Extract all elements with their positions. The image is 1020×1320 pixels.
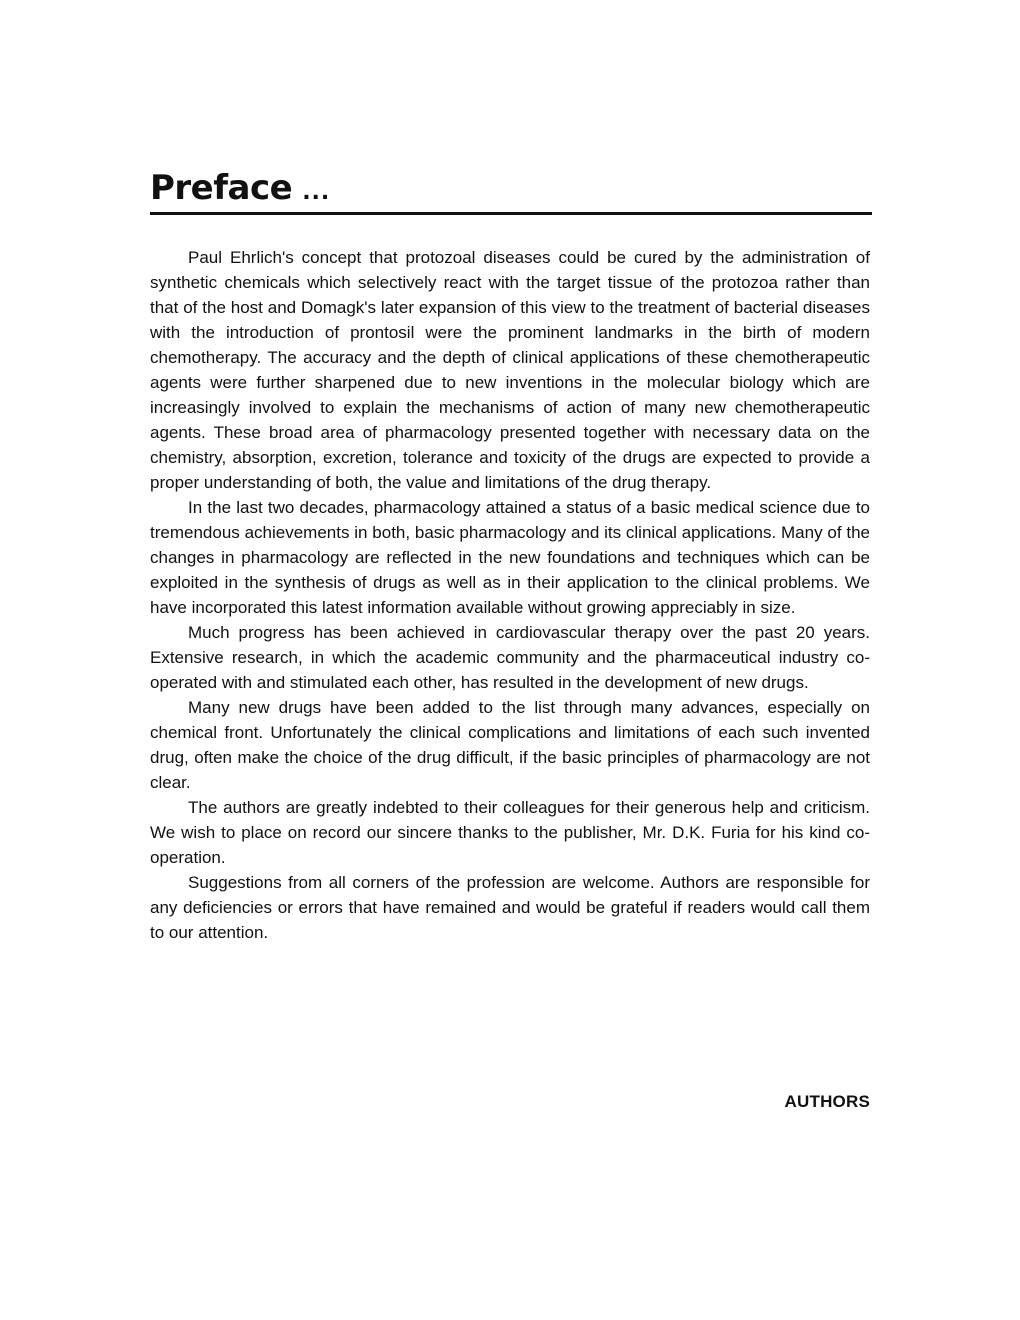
paragraph: Suggestions from all corners of the profession are welcome. Authors are responsible for any deficiencies or errors that have remained and would be grateful if readers would call them to our attention. [150, 873, 870, 942]
paragraph: The authors are greatly indebted to their colleagues for their generous help and criticism. We wish to place on record our sincere thanks to the publisher, Mr. D.K. Furia for his kind co-operation. [150, 798, 870, 867]
page-title [150, 168, 330, 213]
page-title-text: Preface [150, 168, 293, 208]
page-heading [150, 166, 872, 215]
title-ellipsis: ... [302, 180, 331, 205]
authors-signature: AUTHORS [784, 1092, 870, 1111]
paragraph: Much progress has been achieved in cardiovascular therapy over the past 20 years. Extensive research, in which the academic community and the pharmaceutical industry co-operated with and stimulated each other, has resulted in the development of new drugs. [150, 623, 870, 692]
paragraph: In the last two decades, pharmacology attained a status of a basic medical science due to tremendous achievements in both, basic pharmacology and its clinical applications. Many of the changes in pharmacology are reflected in the new foundations and techniques which can be exploited in the synthesis of drugs as well as in their application to the clinical problems. We have incorporated this latest information available without growing appreciably in size. [150, 498, 870, 617]
preface-body [150, 245, 870, 945]
paragraph: Paul Ehrlich's concept that protozoal diseases could be cured by the administration of synthetic chemicals which selectively react with the target tissue of the protozoa rather than that of the host and Domagk's later expansion of this view to the treatment of bacterial diseases with the introduction of prontosil were the prominent landmarks in the birth of modern chemotherapy. The accuracy and the depth of clinical applications of these chemotherapeutic agents were further sharpened due to new inventions in the molecular biology which are increasingly involved to explain the mechanisms of action of many new chemotherapeutic agents. These broad area of pharmacology presented together with necessary data on the chemistry, absorption, excretion, tolerance and toxicity of the drugs are expected to provide a proper understanding of both, the value and limitations of the drug therapy. [150, 248, 870, 492]
paragraph: Many new drugs have been added to the list through many advances, especially on chemical front. Unfortunately the clinical complications and limitations of each such invented drug, often make the choice of the drug difficult, if the basic principles of pharmacology are not clear. [150, 698, 870, 792]
